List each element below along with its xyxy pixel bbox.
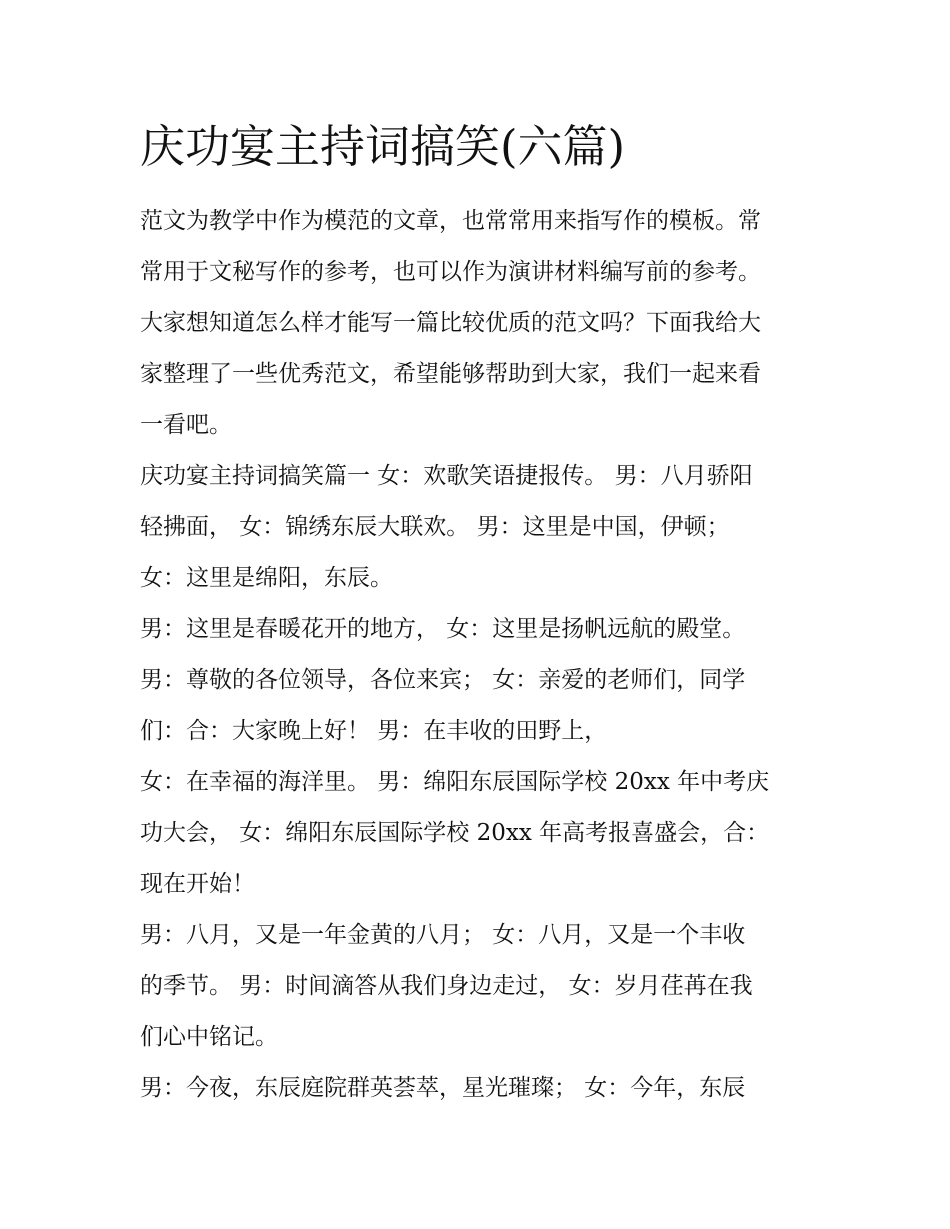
text-line: 一看吧。 bbox=[140, 412, 232, 438]
text-line: 男：这里是春暖花开的地方， 女：这里是扬帆远航的殿堂。 bbox=[140, 616, 746, 642]
text-line: 们：合：大家晚上好！ 男：在丰收的田野上， bbox=[140, 718, 608, 744]
document-title: 庆功宴主持词搞笑(六篇) bbox=[140, 120, 626, 173]
text-line: 的季节。 男：时间滴答从我们身边走过， 女：岁月荏苒在我 bbox=[140, 973, 753, 999]
text-line: 常用于文秘写作的参考，也可以作为演讲材料编写前的参考。 bbox=[140, 259, 761, 285]
text-line: 男：尊敬的各位领导，各位来宾； 女：亲爱的老师们，同学 bbox=[140, 667, 746, 693]
text-line: 现在开始！ bbox=[140, 871, 255, 897]
text-line: 家整理了一些优秀范文，希望能够帮助到大家，我们一起来看 bbox=[140, 361, 761, 387]
text-line: 轻拂面， 女：锦绣东辰大联欢。 男：这里是中国，伊顿； bbox=[140, 514, 730, 540]
document-body bbox=[140, 196, 820, 1114]
text-line: 功大会， 女：绵阳东辰国际学校 20xx 年高考报喜盛会，合： bbox=[140, 820, 770, 846]
text-line: 庆功宴主持词搞笑篇一 女：欢歌笑语捷报传。 男：八月骄阳 bbox=[140, 463, 753, 489]
text-line: 大家想知道怎么样才能写一篇比较优质的范文吗？下面我给大 bbox=[140, 310, 761, 336]
text-line: 女：在幸福的海洋里。 男：绵阳东辰国际学校 20xx 年中考庆 bbox=[140, 769, 770, 795]
text-line: 们心中铭记。 bbox=[140, 1024, 278, 1050]
text-line: 范文为教学中作为模范的文章，也常常用来指写作的模板。常 bbox=[140, 208, 761, 234]
text-line: 男：八月，又是一年金黄的八月； 女：八月，又是一个丰收 bbox=[140, 922, 746, 948]
text-line: 女：这里是绵阳，东辰。 bbox=[140, 565, 393, 591]
text-line: 男：今夜，东辰庭院群英荟萃，星光璀璨； 女：今年，东辰 bbox=[140, 1075, 746, 1101]
